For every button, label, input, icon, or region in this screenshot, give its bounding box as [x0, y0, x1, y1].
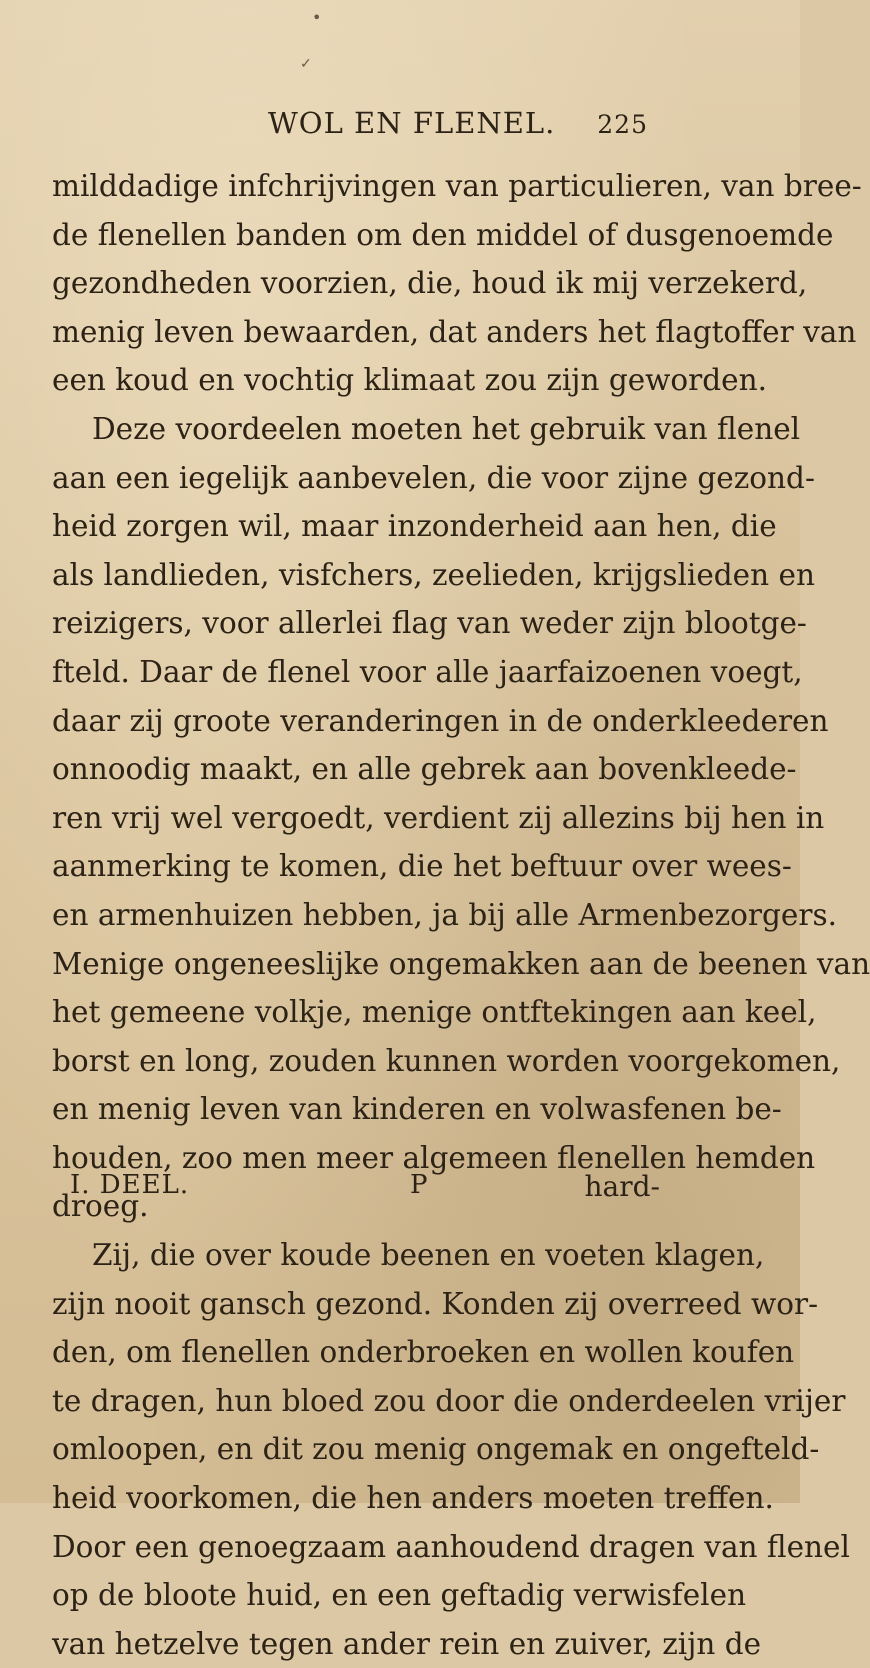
text-line: houden, zoo men meer algemeen flenellen hemden	[52, 1140, 816, 1175]
text-line: gezondheden voorzien, die, houd ik mij verzekerd,	[52, 266, 808, 301]
text-line: borst en long, zouden kunnen worden voorgekomen,	[52, 1043, 841, 1078]
text-line: het gemeene volkje, menige ontftekingen aan keel,	[52, 995, 817, 1030]
text-line: daar zij groote veranderingen in de onderkleederen	[52, 703, 829, 738]
signature-mark: I. DEEL.	[70, 1170, 190, 1200]
page-footer	[70, 1170, 660, 1210]
text-line: onnoodig maakt, en alle gebrek aan bovenkleede-	[52, 752, 797, 787]
text-line: Zij, die over koude beenen en voeten klagen,	[92, 1238, 765, 1273]
page-number: 225	[597, 110, 648, 139]
running-header	[268, 106, 648, 146]
text-line: fteld. Daar de flenel voor alle jaarfaizoenen voegt,	[52, 654, 803, 689]
text-line: den, om flenellen onderbroeken en wollen koufen	[52, 1335, 795, 1370]
text-line: aan een iegelijk aanbevelen, die voor zijne gezond-	[52, 460, 815, 495]
page-speck: •	[312, 8, 322, 27]
catchword: hard-	[584, 1170, 660, 1203]
body-text	[52, 162, 870, 1668]
running-title: WOL EN FLENEL.	[268, 106, 556, 140]
text-line: een koud en vochtig klimaat zou zijn geworden.	[52, 363, 768, 398]
text-line: heid zorgen wil, maar inzonderheid aan hen, die	[52, 509, 777, 544]
text-line: als landlieden, visfchers, zeelieden, krijgslieden en	[52, 557, 815, 592]
text-line: de flenellen banden om den middel of dusgenoemde	[52, 217, 834, 252]
text-line: menig leven bewaarden, dat anders het flagtoffer van	[52, 314, 857, 349]
text-line: en menig leven van kinderen en volwasfenen be-	[52, 1092, 782, 1127]
text-line: van hetzelve tegen ander rein en zuiver, zijn de	[52, 1626, 762, 1661]
text-line: op de bloote huid, en een geftadig verwisfelen	[52, 1578, 747, 1613]
text-line: aanmerking te komen, die het beftuur over wees-	[52, 849, 792, 884]
text-line: milddadige infchrijvingen van particulieren, van bree-	[52, 169, 862, 203]
text-line: Deze voordeelen moeten het gebruik van flenel	[92, 411, 801, 446]
text-line: droeg.	[52, 1189, 149, 1224]
text-line: Menige ongeneeslijke ongemakken aan de beenen van	[52, 946, 870, 981]
text-line: omloopen, en dit zou menig ongemak en ongefteld-	[52, 1432, 820, 1467]
text-line: te dragen, hun bloed zou door die onderdeelen vrijer	[52, 1383, 846, 1418]
signature-letter: P	[410, 1170, 428, 1200]
text-line: ren vrij wel vergoedt, verdient zij allezins bij hen in	[52, 800, 825, 835]
text-line: Door een genoegzaam aanhoudend dragen van flenel	[52, 1529, 850, 1564]
text-line: en armenhuizen hebben, ja bij alle Armenbezorgers.	[52, 897, 837, 932]
text-line: heid voorkomen, die hen anders moeten treffen.	[52, 1481, 774, 1516]
page-speck: ✓	[300, 56, 312, 72]
text-line: zijn nooit gansch gezond. Konden zij overreed wor-	[52, 1286, 819, 1321]
text-line: reizigers, voor allerlei flag van weder zijn blootge-	[52, 606, 807, 641]
